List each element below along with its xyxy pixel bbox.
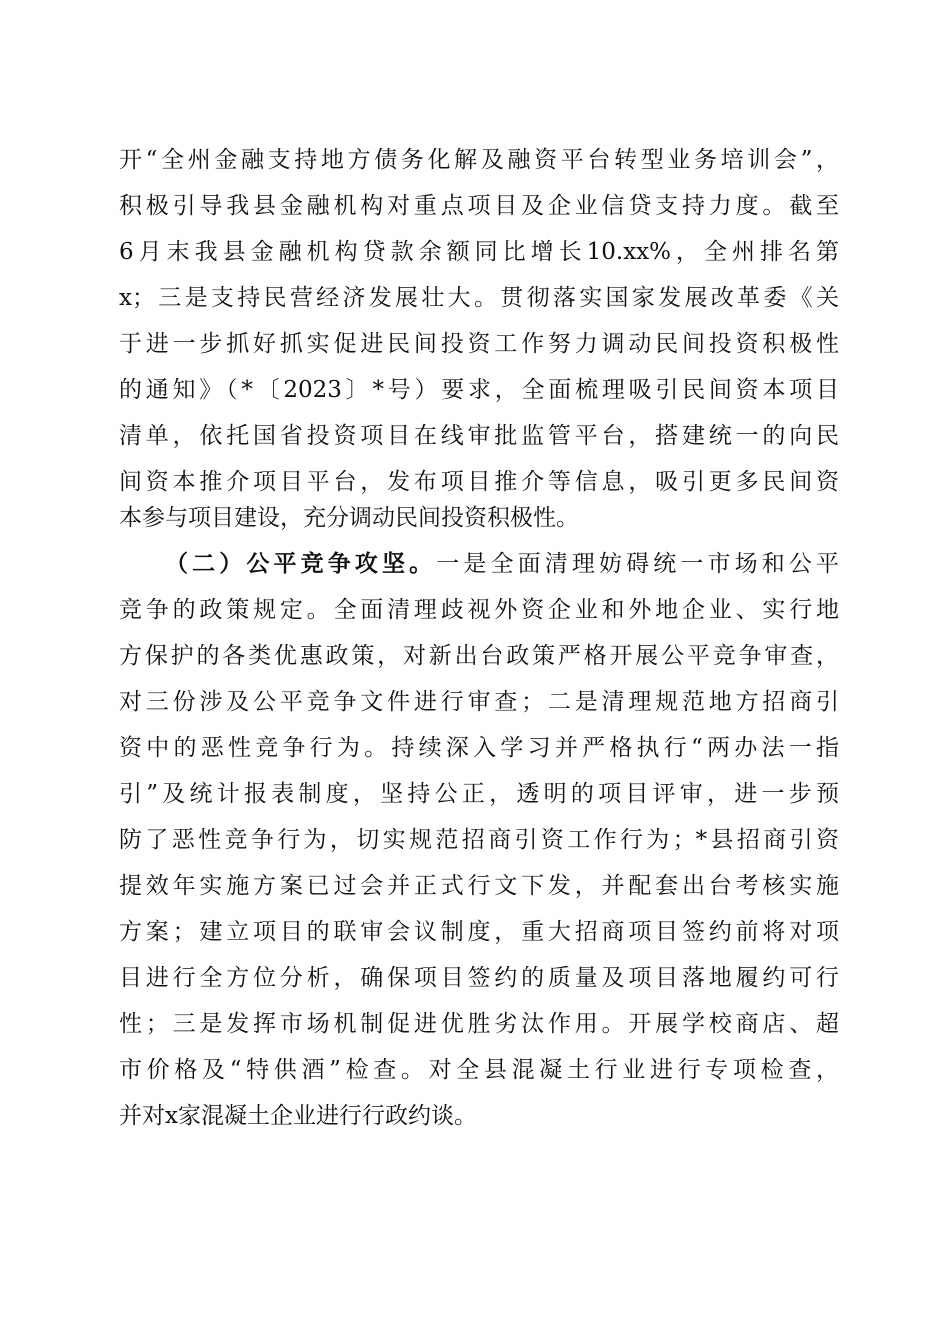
paragraph-2-line-10: 目进行全方位分析，确保项目签约的质量及项目落地履约可行 xyxy=(119,965,839,991)
paragraph-2-line-12: 市价格及“特供酒”检查。对全县混凝土行业进行专项检查， xyxy=(119,1057,839,1083)
paragraph-2-line-6: 引”及统计报表制度，坚持公正，透明的项目评审，进一步预 xyxy=(119,781,839,807)
paragraph-2-first-line-text: 一是全面清理妨碍统一市场和公平 xyxy=(436,551,839,577)
section-heading: （二）公平竞争攻坚。 xyxy=(165,550,437,577)
paragraph-1-line-1: 开“全州金融支持地方债务化解及融资平台转型业务培训会”， xyxy=(119,147,839,173)
paragraph-1-line-2: 积极引导我县金融机构对重点项目及企业信贷支持力度。截至 xyxy=(119,193,839,219)
paragraph-2-line-8: 提效年实施方案已过会并正式行文下发，并配套出台考核实施 xyxy=(119,873,839,899)
paragraph-1-line-9: 本参与项目建设，充分调动民间投资积极性。 xyxy=(119,505,579,531)
paragraph-1-line-8: 间资本推介项目平台，发布项目推介等信息，吸引更多民间资 xyxy=(119,469,839,495)
paragraph-2-first-line xyxy=(165,542,839,586)
paragraph-2-line-4: 对三份涉及公平竞争文件进行审查；二是清理规范地方招商引 xyxy=(119,689,839,715)
paragraph-1-line-4: x；三是支持民营经济发展壮大。贯彻落实国家发展改革委《关 xyxy=(119,285,839,311)
paragraph-2-line-9: 方案；建立项目的联审会议制度，重大招商项目签约前将对项 xyxy=(119,919,839,945)
paragraph-2-line-7: 防了恶性竞争行为，切实规范招商引资工作行为；*县招商引资 xyxy=(119,827,839,853)
paragraph-2-line-13: 并对x家混凝土企业进行行政约谈。 xyxy=(119,1103,477,1129)
paragraph-2-line-5: 资中的恶性竞争行为。持续深入学习并严格执行“两办法一指 xyxy=(119,735,839,761)
paragraph-1-line-5: 于进一步抓好抓实促进民间投资工作努力调动民间投资积极性 xyxy=(119,331,839,357)
paragraph-2-line-3: 方保护的各类优惠政策，对新出台政策严格开展公平竞争审查， xyxy=(119,643,839,669)
paragraph-1-line-7: 清单，依托国省投资项目在线审批监管平台，搭建统一的向民 xyxy=(119,423,839,449)
paragraph-1-line-3: 6月末我县金融机构贷款余额同比增长10.xx%，全州排名第 xyxy=(119,239,839,265)
paragraph-2-line-11: 性；三是发挥市场机制促进优胜劣汰作用。开展学校商店、超 xyxy=(119,1011,839,1037)
paragraph-2-line-2: 竞争的政策规定。全面清理歧视外资企业和外地企业、实行地 xyxy=(119,597,839,623)
paragraph-1-line-6: 的通知》（*〔2023〕*号）要求，全面梳理吸引民间资本项目 xyxy=(119,377,839,403)
